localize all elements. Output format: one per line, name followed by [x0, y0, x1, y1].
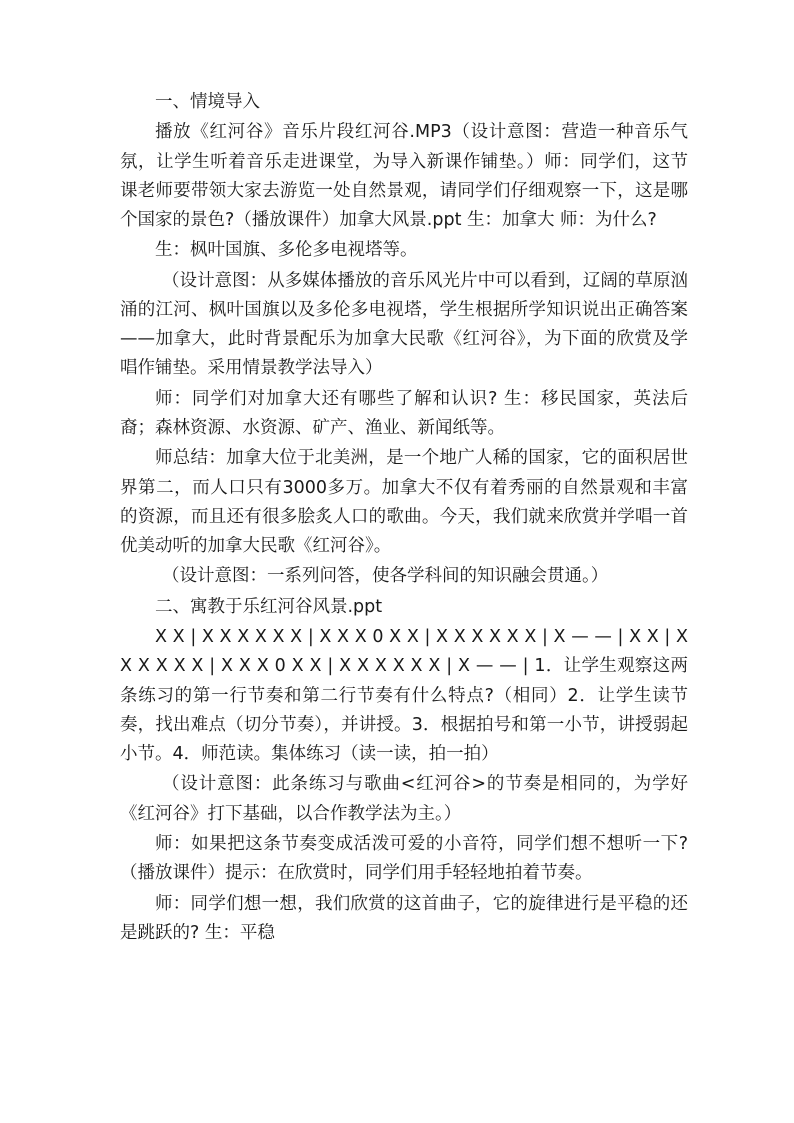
- paragraph-design-intent-2: （设计意图：一系列问答，使各学科间的知识融会贯通。）: [162, 566, 609, 587]
- document-page: [120, 88, 688, 949]
- section-heading-1: 一、情境导入: [155, 92, 260, 112]
- paragraph-intro-music: 播放《红河谷》音乐片段红河谷.MP3（设计意图：营造一种音乐气氛，让学生听着音乐走进课堂，为导入新课作铺垫。）师：同学们，这节课老师要带领大家去游览一处自然景观，请同学们仔细观察一下，这是哪个国家的景色?（播放课件）加拿大风景.ppt 生：加拿大 师：为什么?: [120, 122, 688, 230]
- section-heading-2: 二、寓教于乐红河谷风景.ppt: [155, 596, 383, 617]
- paragraph-student-answer: 生：枫叶国旗、多伦多电视塔等。: [155, 240, 418, 261]
- paragraph-teacher-summary: 师总结：加拿大位于北美洲，是一个地广人稀的国家，它的面积居世界第二，而人口只有3000多万。加拿大不仅有着秀丽的自然景观和丰富的资源，而且还有很多脍炙人口的歌曲。今天，我们就来欣赏并学唱一首优美动听的加拿大民歌《红河谷》。: [120, 448, 688, 556]
- paragraph-melody-question: 师：同学们想一想，我们欣赏的这首曲子，它的旋律进行是平稳的还是跳跃的? 生：平稳: [120, 893, 688, 943]
- paragraph-design-intent-1: （设计意图：从多媒体播放的音乐风光片中可以看到，辽阔的草原汹涌的江河、枫叶国旗以及多伦多电视塔，学生根据所学知识说出正确答案——加拿大，此时背景配乐为加拿大民歌《红河谷》，为下面的欣赏及学唱作铺垫。采用情景教学法导入）: [120, 270, 688, 379]
- paragraph-canada-knowledge: 师：同学们对加拿大还有哪些了解和认识? 生：移民国家，英法后裔；森林资源、水资源、矿产、渔业、新闻纸等。: [120, 388, 688, 438]
- paragraph-listen-prompt: 师：如果把这条节奏变成活泼可爱的小音符，同学们想不想听一下?（播放课件）提示：在欣赏时，同学们用手轻轻地拍着节奏。: [120, 833, 688, 884]
- paragraph-design-intent-3: （设计意图：此条练习与歌曲<红河谷>的节奏是相同的，为学好《红河谷》打下基础，以合作教学法为主。）: [120, 774, 688, 824]
- paragraph-rhythm-exercise: X X | X X X X X X | X X X 0 X X | X X X X X X | X — — | X X | X X X X X X | X X X 0 X X | X X X X X X | X — — | 1．让学生观察这两条练习的第一行节奏和第二行节奏有什么特点?（相同）2．让学生读节奏，找出难点（切分节奏），并讲授。3．根据拍号和第一小节，讲授弱起小节。4．师范读。集体练习（读一读，拍一拍）: [120, 627, 688, 764]
